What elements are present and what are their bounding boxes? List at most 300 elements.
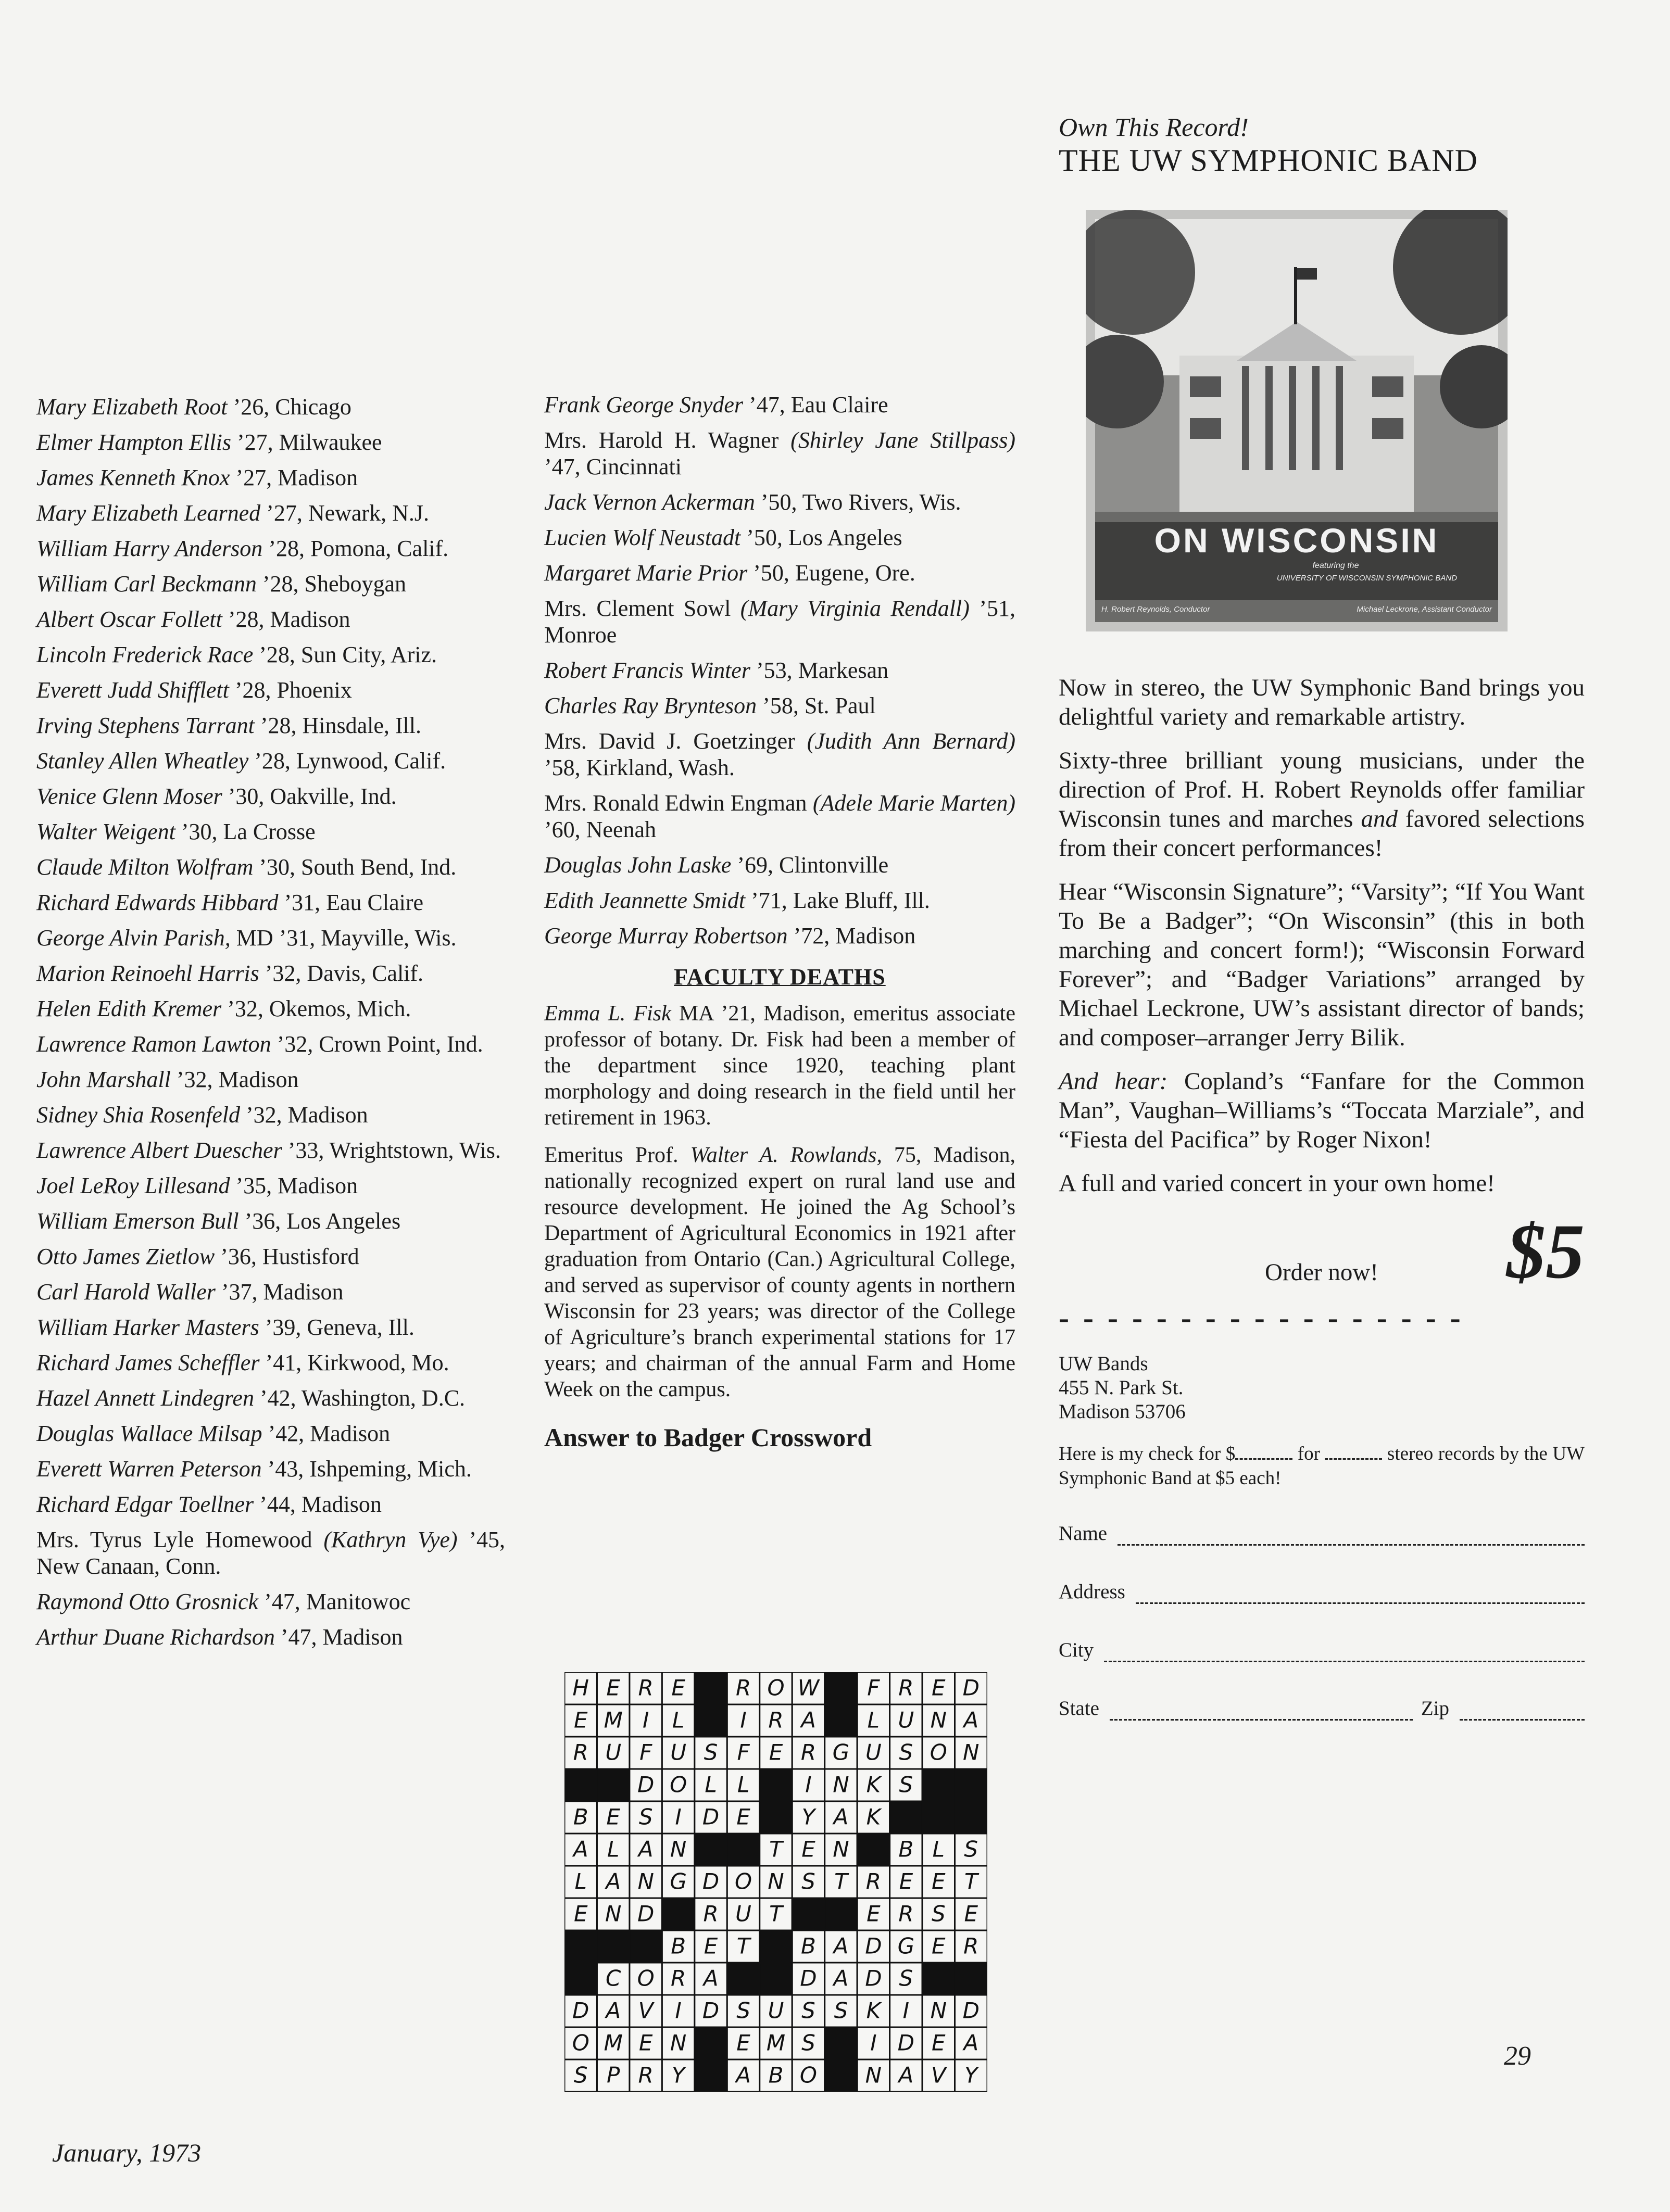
crossword-letter: D [962,1998,980,2024]
obituary-entry [36,1137,505,1164]
crossword-letter: A [963,2030,979,2056]
crossword-letter: E [671,1675,685,1701]
crossword-letter: U [735,1901,751,1927]
album-cover-image [1086,210,1508,631]
entry-info: ’47, Madison [274,1624,403,1650]
crossword-letter: D [702,1804,720,1830]
entry-info: ’28, Sheboygan [256,571,407,597]
obituary-entry [36,925,505,951]
address-field[interactable] [1059,1580,1585,1604]
crossword-letter: E [932,1933,946,1959]
crossword-letter: R [963,1933,979,1959]
crossword-letter: R [865,1868,881,1894]
crossword-letter: N [930,1998,947,2024]
ad-p2-text-b: favored selections from their concert performances! [1059,805,1585,862]
faculty-text: 75, Madison, nationally recognized expert on rural land use and resource development. He joined the Ag School’s Department of Agricultural Economics in 1921 after graduation from Ontario (Can.) Agricultural College, and served as supervisor of county agents in northern Wisconsin for 23 years; was director of the College of Agriculture’s branch experimental stations for 17 years; and chairman of the annual Farm and Home Week on the campus. [544,1143,1016,1401]
crossword-black-cell [564,1963,597,1995]
entry-name: Jack Vernon Ackerman [544,489,755,515]
entry-info: ’28, Madison [222,606,350,632]
crossword-letter: I [902,1998,910,2024]
alumni-deaths-list-2 [544,391,1015,949]
entry-info: ’36, Hustisford [215,1244,359,1269]
crossword-letter: I [675,1804,682,1830]
entry-name: Claude Milton Wolfram [36,854,254,880]
order-form-text [1059,1442,1585,1490]
city-field[interactable] [1059,1638,1585,1662]
name-field[interactable] [1059,1522,1585,1546]
crossword-letter: R [898,1675,914,1701]
crossword-letter: U [898,1707,914,1733]
crossword-letter: N [637,1868,654,1894]
zip-line[interactable] [1460,1709,1585,1721]
entry-name: Irving Stephens Tarrant [36,713,255,738]
crossword-letter: N [670,2030,687,2056]
crossword-letter: R [671,1965,686,1991]
crossword-letter: R [768,1707,784,1733]
address-label: Address [1059,1581,1125,1603]
obituary-entry [36,606,505,633]
crossword-black-cell [760,1801,792,1834]
obituary-entry [36,1066,505,1093]
crossword-letter: D [702,1868,720,1894]
entry-info: ’47, Manitowoc [258,1589,411,1614]
crossword-letter: N [930,1707,947,1733]
address-line-2: 455 N. Park St. [1059,1376,1184,1399]
crossword-letter: U [605,1739,622,1765]
crossword-letter: D [897,2030,915,2056]
faculty-death-rowlands [544,1142,1015,1402]
crossword-letter: S [931,1901,946,1927]
obituary-entry [544,922,1015,949]
crossword-black-cell [825,1898,857,1930]
crossword-letter: A [736,2062,751,2088]
ad-paragraph-4 [1059,1067,1585,1154]
form-text-a: Here is my check for $ [1059,1443,1236,1464]
entry-info: ’27, Milwaukee [231,429,382,455]
entry-name: Sidney Shia Rosenfeld [36,1102,241,1128]
crossword-black-cell [792,1898,824,1930]
crossword-letter: N [605,1901,622,1927]
entry-name: Everett Judd Shifflett [36,677,229,703]
crossword-letter: O [767,1675,785,1701]
crossword-letter: A [703,1965,719,1991]
entry-info: ’26, Chicago [227,394,351,420]
album-title: ON WISCONSIN [1154,521,1439,560]
crossword-letter: H [572,1675,589,1701]
crossword-black-cell [564,1930,597,1963]
entry-info: ’33, Wrightstown, Wis. [282,1137,501,1163]
entry-name: George Alvin Parish, [36,925,231,951]
crossword-black-cell [597,1930,629,1963]
entry-name: Lincoln Frederick Race [36,642,254,667]
address-line-3: Madison 53706 [1059,1400,1186,1423]
crossword-letter: S [573,2062,588,2088]
crossword-letter: S [704,1739,718,1765]
obituary-entry [544,692,1015,719]
crossword-letter: E [573,1707,588,1733]
entry-name: Carl Harold Waller [36,1279,216,1305]
obituary-entry [36,677,505,703]
ad-p4-lead: And hear: [1059,1068,1168,1095]
entry-name: Raymond Otto Grosnick [36,1589,259,1614]
crossword-black-cell [760,1769,792,1801]
crossword-letter: S [899,1772,913,1798]
crossword-letter: E [801,1836,815,1862]
crossword-letter: P [607,2062,620,2088]
crossword-letter: E [932,1868,946,1894]
obituary-entry [544,595,1015,648]
album-featuring: featuring the [1312,561,1359,570]
crossword-letter: V [638,1998,654,2024]
album-illustration [1086,210,1508,631]
crossword-letter: T [834,1868,848,1894]
album-band-name: UNIVERSITY OF WISCONSIN SYMPHONIC BAND [1276,574,1458,583]
entry-name: Otto James Zietlow [36,1244,215,1269]
crossword-letter: Y [801,1804,815,1830]
entry-info: ’28, Sun City, Ariz. [253,642,437,667]
ad-headline: THE UW SYMPHONIC BAND [1059,143,1478,178]
crossword-letter: E [606,1675,620,1701]
entry-prefix: Mrs. Tyrus Lyle Homewood [36,1527,324,1552]
crossword-letter: E [867,1901,881,1927]
crossword-letter: B [768,2062,784,2088]
crossword-letter: D [702,1998,720,2024]
crossword-letter: E [736,1804,750,1830]
crossword-letter: R [735,1675,751,1701]
obituary-entry [36,818,505,845]
entry-info: ’30, Oakville, Ind. [222,783,397,809]
obituary-entry [36,464,505,491]
entry-name: (Judith Ann Bernard) [807,728,1015,754]
crossword-letter: Y [964,2062,978,2088]
entry-prefix: Mrs. Harold H. Wagner [544,427,791,453]
crossword-black-cell [695,2059,727,2092]
entry-name: (Adele Marie Marten) [812,790,1015,816]
address-line[interactable] [1136,1592,1585,1604]
entry-info: ’39, Geneva, Ill. [259,1314,415,1340]
order-row [1059,1208,1585,1296]
entry-info: ’51, Monroe [544,596,1015,648]
crossword-letter: L [867,1707,880,1733]
alumni-deaths-column-1 [36,394,505,1659]
obituary-entry [36,1456,505,1482]
ad-kicker: Own This Record! [1059,112,1249,142]
form-text-b: for [1292,1443,1325,1464]
entry-info: ’71, Lake Bluff, Ill. [745,888,930,913]
entry-name: Frank George Snyder [544,392,744,418]
entry-info: ’30, South Bend, Ind. [253,854,457,880]
obituary-entry [544,728,1015,781]
crossword-letter: L [932,1836,945,1862]
entry-info: ’32, Okemos, Mich. [221,996,411,1021]
entry-info: ’42, Washington, D.C. [254,1385,466,1411]
crossword-black-cell [825,1704,857,1737]
entry-name: Hazel Annett Lindegren [36,1385,254,1411]
crossword-letter: A [801,1707,816,1733]
cut-line: - - - - - - - - - - - - - - - - - [1059,1302,1464,1333]
order-now-text: Order now! [1265,1259,1378,1286]
obituary-entry [544,887,1015,914]
crossword-answer-grid [564,1672,987,2092]
crossword-letter: B [671,1933,686,1959]
crossword-letter: R [898,1901,914,1927]
crossword-letter: F [737,1739,750,1765]
ad-paragraph-5: A full and varied concert in your own home! [1059,1170,1495,1197]
crossword-black-cell [727,1834,759,1866]
entry-name: Walter Weigent [36,819,175,844]
address-line-1: UW Bands [1059,1353,1148,1375]
crossword-letter: R [703,1901,719,1927]
quantity-blank[interactable] [1325,1448,1382,1460]
faculty-lead: Emeritus Prof. [544,1143,690,1167]
crossword-black-cell [695,1704,727,1737]
crossword-letter: S [964,1836,978,1862]
crossword-letter: F [639,1739,652,1765]
entry-info: ’53, Markesan [750,658,889,683]
crossword-letter: A [833,1965,849,1991]
crossword-letter: O [572,2030,589,2056]
crossword-letter: N [670,1836,687,1862]
obituary-entry [36,641,505,668]
obituary-entry [544,427,1015,480]
crossword-letter: B [898,1836,914,1862]
crossword-letter: W [797,1675,820,1701]
crossword-letter: A [606,1998,621,2024]
entry-name: Douglas Wallace Milsap [36,1421,262,1446]
crossword-letter: M [604,2030,623,2056]
crossword-letter: R [573,1739,588,1765]
entry-info: MD ’31, Mayville, Wis. [230,925,457,951]
entry-info: ’32, Madison [240,1102,368,1128]
entry-info: ’32, Crown Point, Ind. [271,1031,483,1057]
entry-name: Mary Elizabeth Root [36,394,228,420]
entry-prefix: Mrs. Ronald Edwin Engman [544,790,813,816]
crossword-letter: K [866,1772,881,1798]
entry-info: ’28, Lynwood, Calif. [248,748,446,774]
entry-name: George Murray Robertson [544,923,788,949]
crossword-letter: T [769,1836,783,1862]
crossword-letter: T [964,1868,978,1894]
obituary-entry [36,500,505,526]
crossword-letter: S [899,1965,913,1991]
obituary-entry [36,1349,505,1376]
crossword-letter: U [865,1739,882,1765]
city-line[interactable] [1104,1650,1585,1662]
crossword-black-cell [955,1801,987,1834]
crossword-letter: K [866,1804,881,1830]
obituary-entry [36,429,505,456]
state-line[interactable] [1110,1709,1413,1721]
page-number: 29 [1504,2041,1531,2071]
crossword-letter: D [865,1965,882,1991]
obituary-entry [36,1491,505,1518]
entry-prefix: Mrs. David J. Goetzinger [544,728,807,754]
entry-prefix: Mrs. Clement Sowl [544,596,740,621]
crossword-letter: C [606,1965,621,1991]
crossword-letter: N [768,1868,784,1894]
crossword-letter: A [963,1707,979,1733]
crossword-letter: O [799,2062,817,2088]
crossword-letter: G [897,1933,915,1959]
entry-info: ’37, Madison [215,1279,344,1305]
crossword-black-cell [922,1963,955,1995]
obituary-entry [36,854,505,880]
entry-name: William Carl Beckmann [36,571,257,597]
ad-paragraph-2 [1059,746,1585,863]
obituary-entry [36,712,505,739]
crossword-letter: A [833,1933,849,1959]
crossword-letter: I [805,1772,812,1798]
entry-name: Helen Edith Kremer [36,996,222,1021]
crossword-letter: S [638,1804,653,1830]
obituary-entry [36,1385,505,1411]
crossword-black-cell [955,1963,987,1995]
crossword-letter: U [768,1998,784,2024]
crossword-letter: R [800,1739,817,1765]
entry-info: ’31, Eau Claire [278,890,424,915]
crossword-black-cell [955,1769,987,1801]
crossword-letter: D [865,1933,882,1959]
entry-info: ’27, Madison [230,465,358,490]
obituary-entry [36,1102,505,1128]
crossword-letter: O [637,1965,655,1991]
state-zip-field[interactable] [1059,1697,1585,1721]
price: $5 [1506,1208,1585,1295]
entry-info: ’35, Madison [230,1173,358,1198]
crossword-letter: F [867,1675,880,1701]
entry-name: Mary Elizabeth Learned [36,500,261,526]
entry-info: ’50, Two Rivers, Wis. [755,489,961,515]
obituary-entry [544,391,1015,418]
alumni-deaths-column-2 [544,391,1015,1452]
crossword-letter: T [769,1901,783,1927]
crossword-black-cell [695,1834,727,1866]
crossword-letter: B [801,1933,816,1959]
crossword-letter: E [769,1739,783,1765]
crossword-letter: O [735,1868,752,1894]
crossword-black-cell [597,1769,629,1801]
crossword-black-cell [825,2027,857,2059]
crossword-letter: L [672,1707,685,1733]
entry-name: Richard James Scheffler [36,1350,260,1375]
issue-date: January, 1973 [52,2138,202,2167]
entry-name: Lawrence Ramon Lawton [36,1031,271,1057]
ad-paragraph-1: Now in stereo, the UW Symphonic Band brings you delightful variety and remarkable artistry. [1059,674,1585,730]
obituary-entry [36,394,505,420]
entry-name: William Harry Anderson [36,536,263,561]
faculty-name: Emma L. Fisk [544,1002,671,1026]
crossword-letter: S [899,1739,913,1765]
crossword-letter: E [704,1933,718,1959]
obituary-entry [36,1420,505,1447]
entry-info: ’44, Madison [254,1491,382,1517]
crossword-letter: R [638,2062,654,2088]
amount-blank[interactable] [1235,1448,1292,1460]
crossword-letter: N [865,2062,882,2088]
crossword-letter: I [870,2030,877,2056]
entry-info: ’72, Madison [787,923,916,949]
obituary-entry [544,489,1015,515]
crossword-black-cell [857,1834,889,1866]
entry-info: ’47, Cincinnati [544,454,682,479]
name-label: Name [1059,1522,1108,1545]
entry-name: Arthur Duane Richardson [36,1624,275,1650]
crossword-svg [564,1672,987,2092]
crossword-black-cell [825,2059,857,2092]
crossword-black-cell [630,1930,662,1963]
crossword-letter: D [962,1675,980,1701]
crossword-letter: M [766,2030,786,2056]
crossword-letter: S [801,1868,815,1894]
album-conductor: H. Robert Reynolds, Conductor [1101,605,1210,614]
faculty-name: Walter A. Rowlands, [690,1143,882,1167]
entry-name: Stanley Allen Wheatley [36,748,249,774]
crossword-black-cell [564,1769,597,1801]
crossword-letter: S [801,1998,815,2024]
entry-info: ’58, Kirkland, Wash. [544,755,735,780]
entry-info: ’47, Eau Claire [743,392,888,418]
entry-name: Marion Reinoehl Harris [36,960,259,986]
crossword-letter: E [736,2030,750,2056]
entry-name: Elmer Hampton Ellis [36,429,231,455]
entry-name: Albert Oscar Follett [36,606,222,632]
obituary-entry [36,889,505,916]
crossword-letter: A [898,2062,914,2088]
crossword-title: Answer to Badger Crossword [544,1423,872,1452]
entry-info: ’27, Newark, N.J. [260,500,429,526]
crossword-letter: E [932,1675,946,1701]
crossword-letter: A [573,1836,588,1862]
obituary-entry [544,852,1015,878]
entry-name: Richard Edgar Toellner [36,1491,254,1517]
crossword-letter: Y [671,2062,685,2088]
crossword-letter: E [606,1804,620,1830]
entry-info: ’28, Hinsdale, Ill. [254,713,422,738]
crossword-letter: R [638,1675,654,1701]
crossword-letter: D [637,1772,655,1798]
crossword-letter: S [801,2030,815,2056]
entry-name: Robert Francis Winter [544,658,750,683]
entry-info: ’36, Los Angeles [238,1208,401,1234]
crossword-letter: E [638,2030,653,2056]
entry-name: Venice Glenn Moser [36,783,222,809]
crossword-black-cell [727,1963,759,1995]
entry-info: ’43, Ishpeming, Mich. [261,1456,472,1482]
crossword-letter: O [670,1772,687,1798]
entry-info: ’30, La Crosse [175,819,316,844]
obituary-entry [36,1588,505,1615]
obituary-entry [544,790,1015,843]
entry-name: John Marshall [36,1067,171,1092]
ad-p4-text: Copland’s “Fanfare for the Common Man”, Vaughan–Williams’s “Toccata Marziale”, and “Fiesta del Pacifica” by Roger Nixon! [1059,1068,1585,1153]
obituary-entry [36,1279,505,1305]
name-line[interactable] [1117,1534,1585,1546]
crossword-letter: A [606,1868,621,1894]
crossword-black-cell [760,1963,792,1995]
entry-info: ’60, Neenah [544,817,657,842]
crossword-letter: E [573,1901,588,1927]
crossword-letter: N [833,1772,849,1798]
crossword-letter: B [573,1804,588,1830]
crossword-black-cell [922,1801,955,1834]
faculty-death-fisk [544,1001,1015,1131]
obituary-entry [36,571,505,597]
crossword-black-cell [695,2027,727,2059]
faculty-text: MA ’21, Madison, emeritus associate professor of botany. Dr. Fisk had been a member of the department since 1920, teaching plant morphology and doing research in the field until her retirement in 1963. [544,1002,1015,1130]
crossword-letter: L [737,1772,750,1798]
entry-name: Joel LeRoy Lillesand [36,1173,230,1198]
obituary-entry [544,657,1015,684]
